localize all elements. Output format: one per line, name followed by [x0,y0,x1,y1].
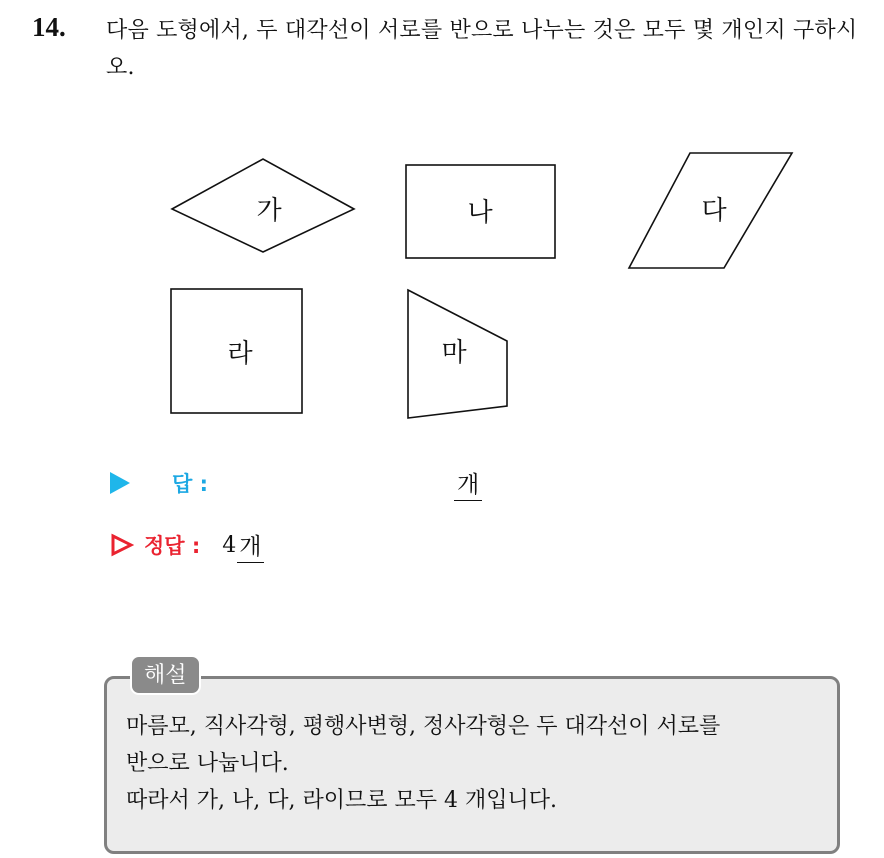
figure-label: 다 [701,196,727,226]
explanation-tag: 해설 [130,655,201,695]
answer-label: 답 : [172,472,208,496]
correct-answer-label: 정답 : [144,534,201,558]
figure-label: 나 [467,198,493,228]
figure-rectangle [406,165,555,258]
figure-trapezoid [408,290,507,418]
figure-square [171,289,302,413]
answer-blank[interactable]: 개 [454,466,482,501]
question-text: 다음 도형에서, 두 대각선이 서로를 반으로 나누는 것은 모두 몇 개인지 구하시오. [106,18,858,80]
play-outline-icon [110,533,134,557]
figure-label: 라 [227,339,253,369]
figure-label: 마 [441,338,467,368]
figure-label: 가 [256,196,282,226]
question-number: 14. [32,12,66,42]
figures-diagram [0,140,884,430]
explanation-text [126,708,838,819]
figure-rhombus [172,159,354,252]
explanation-line: 반으로 나눕니다. [126,751,289,776]
correct-answer-unit: 개 [237,528,263,563]
answer-row [110,466,208,500]
play-filled-icon [110,472,130,494]
figure-parallelogram [629,153,792,268]
explanation-line: 따라서 가, 나, 다, 라이므로 모두 4 개입니다. [126,788,557,813]
correct-answer-value: 4 [222,532,237,558]
explanation-line: 마름모, 직사각형, 평행사변형, 정사각형은 두 대각선이 서로를 [126,714,721,739]
correct-answer-row [110,528,264,562]
